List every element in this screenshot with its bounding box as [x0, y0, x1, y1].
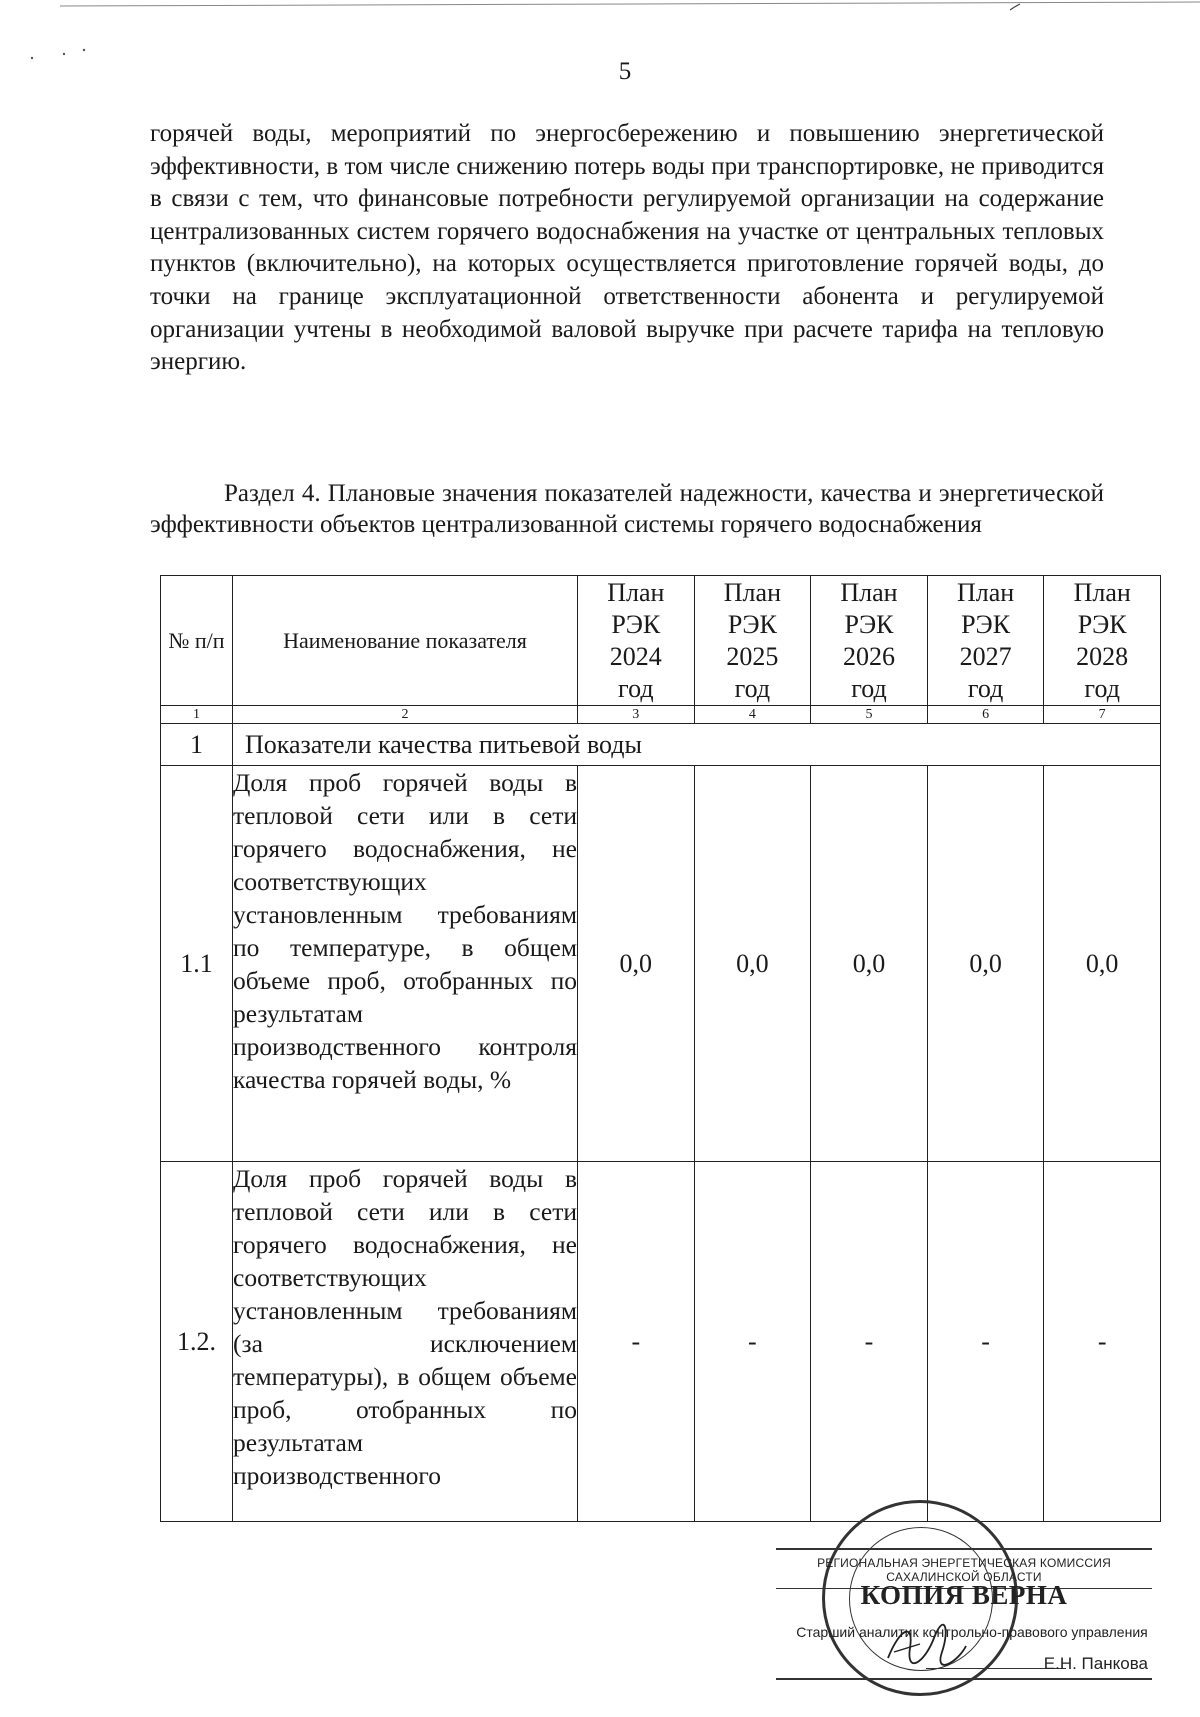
header-plan-2025: План РЭК 2025 год [694, 576, 811, 706]
header-plan-2027: План РЭК 2027 год [927, 576, 1044, 706]
handwritten-signature-icon [880, 1618, 970, 1670]
column-number: 7 [1044, 706, 1161, 724]
indicator-name: Доля проб горячей воды в тепловой сети или в сети горячего водоснабжения, не соответствующих установленным требованиям (за исключением температуры), в общем объеме проб, отобранных по результатам производственного [233, 1162, 578, 1522]
stamp-position: Старший аналитик контрольно-правового управления [796, 1624, 1148, 1640]
header-num: № п/п [161, 576, 233, 706]
table-row [161, 1162, 1161, 1522]
row-num: 1.1 [161, 766, 233, 1162]
column-number: 2 [233, 706, 578, 724]
plan-value-2025: 0,0 [694, 766, 811, 1162]
header-plan-2026: План РЭК 2026 год [811, 576, 928, 706]
indicators-table [160, 575, 1161, 1522]
plan-value-2024: - [578, 1162, 695, 1522]
section-heading: Раздел 4. Плановые значения показателей надежности, качества и энергетической эффективности объектов централизованной системы горячего водоснабжения [150, 480, 1104, 538]
indicator-name: Доля проб горячей воды в тепловой сети или в сети горячего водоснабжения, не соответствующих установленным требованиям по температуре, в общем объеме проб, отобранных по результатам производственного контроля качества горячей воды, % [233, 766, 578, 1162]
plan-value-2024: 0,0 [578, 766, 695, 1162]
header-plan-2024: План РЭК 2024 год [578, 576, 695, 706]
header-plan-2028: План РЭК 2028 год [1044, 576, 1161, 706]
plan-value-2027: 0,0 [927, 766, 1044, 1162]
group-name: Показатели качества питьевой воды [233, 724, 1161, 766]
plan-value-2026: - [811, 1162, 928, 1522]
plan-value-2026: 0,0 [811, 766, 928, 1162]
column-number: 5 [811, 706, 928, 724]
group-num: 1 [161, 724, 233, 766]
group-row [161, 724, 1161, 766]
body-paragraph: горячей воды, мероприятий по энергосбережению и повышению энергетической эффективности, в том числе снижению потерь воды при транспортировке, не приводится в связи с тем, что финансовые потребности регулируемой организации на содержание централизованных систем горячего водоснабжения на участке от центральных тепловых пунктов (включительно), на которых осуществляется приготовление горячей воды, до точки на границе эксплуатационной ответственности абонента и регулируемой организации учтены в необходимой валовой выручке при расчете тарифа на тепловую энергию. [150, 120, 1104, 376]
page-number: 5 [618, 58, 632, 85]
column-number: 3 [578, 706, 695, 724]
plan-value-2028: 0,0 [1044, 766, 1161, 1162]
stamp-signer: Е.Н. Панкова [1043, 1654, 1148, 1673]
plan-value-2025: - [694, 1162, 811, 1522]
plan-value-2027: - [927, 1162, 1044, 1522]
header-name: Наименование показателя [233, 576, 578, 706]
column-number: 1 [161, 706, 233, 724]
column-number: 6 [927, 706, 1044, 724]
column-number: 4 [694, 706, 811, 724]
table-row [161, 766, 1161, 1162]
column-numbers-row [161, 706, 1161, 724]
stamp-title: КОПИЯ ВЕРНА [860, 1580, 1068, 1610]
table-header-row [161, 576, 1161, 706]
row-num: 1.2. [161, 1162, 233, 1522]
stamp-organization: РЕГИОНАЛЬНАЯ ЭНЕРГЕТИЧЕСКАЯ КОМИССИЯ САХАЛИНСКОЙ ОБЛАСТИ [776, 1556, 1152, 1589]
plan-value-2028: - [1044, 1162, 1161, 1522]
